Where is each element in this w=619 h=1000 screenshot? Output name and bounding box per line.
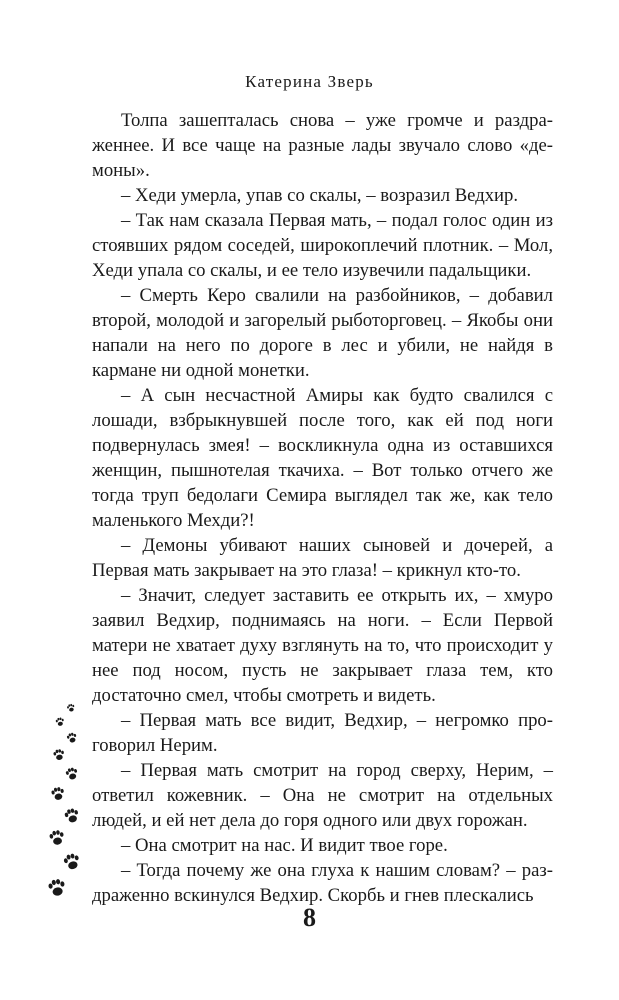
paw-prints-graphic	[44, 700, 94, 920]
paw-prints-icon	[44, 700, 94, 920]
paragraph: Толпа зашепталась снова – уже громче и раздраженнее. И все чаще на разные лады звучало слово «демоны».	[92, 110, 553, 181]
paragraph: – А сын несчастной Амиры как будто свалился с лошади, взбрыкнувшей после того, как ей под ноги подвернулась змея! – воскликнула одна из оставшихся женщин, пышнотелая ткачиха. – Вот только отчего же тогда труп бедолаги Семира выглядел так же, как тело маленького Мехди?!	[92, 385, 553, 531]
paragraph: – Значит, следует заставить ее открыть их, – хмуро заявил Ведхир, поднимаясь на ноги. – Если Первой матери не хватает духу взглянуть на то, что происходит у нее под носом, пусть не закрывает глаза тем, кто достаточно смел, чтобы смотреть и видеть.	[92, 585, 553, 706]
paragraph: – Так нам сказала Первая мать, – подал голос один из стоявших рядом соседей, широкоплечий плотник. – Мол, Хеди упала со скалы, и ее тело изувечили падальщики.	[92, 210, 553, 281]
paragraph: – Она смотрит на нас. И видит твое горе.	[121, 835, 448, 856]
paragraph: – Первая мать все видит, Ведхир, – негромко проговорил Нерим.	[92, 710, 553, 756]
paragraph: – Тогда почему же она глуха к нашим словам? – раздраженно вскинулся Ведхир. Скорбь и гнев плескались	[92, 860, 553, 906]
running-header	[0, 72, 619, 92]
paragraph: – Хеди умерла, упав со скалы, – возразил Ведхир.	[121, 185, 519, 206]
paragraph: – Демоны убивают наших сыновей и дочерей, а Первая мать закрывает на это глаза! – крикнул кто-то.	[92, 535, 553, 581]
paragraph: – Первая мать смотрит на город сверху, Нерим, – ответил кожевник. – Она не смотрит на отдельных людей, и ей нет дела до горя одного или двух горожан.	[92, 760, 553, 831]
paragraph: – Смерть Керо свалили на разбойников, – добавил второй, молодой и загорелый рыботорговец. – Якобы они напали на него по дороге в лес и убили, не найдя в кармане ни одной монетки.	[92, 285, 553, 381]
page-number: 8	[303, 903, 316, 932]
page-body	[92, 108, 553, 908]
running-title: Катерина Зверь	[245, 72, 374, 91]
